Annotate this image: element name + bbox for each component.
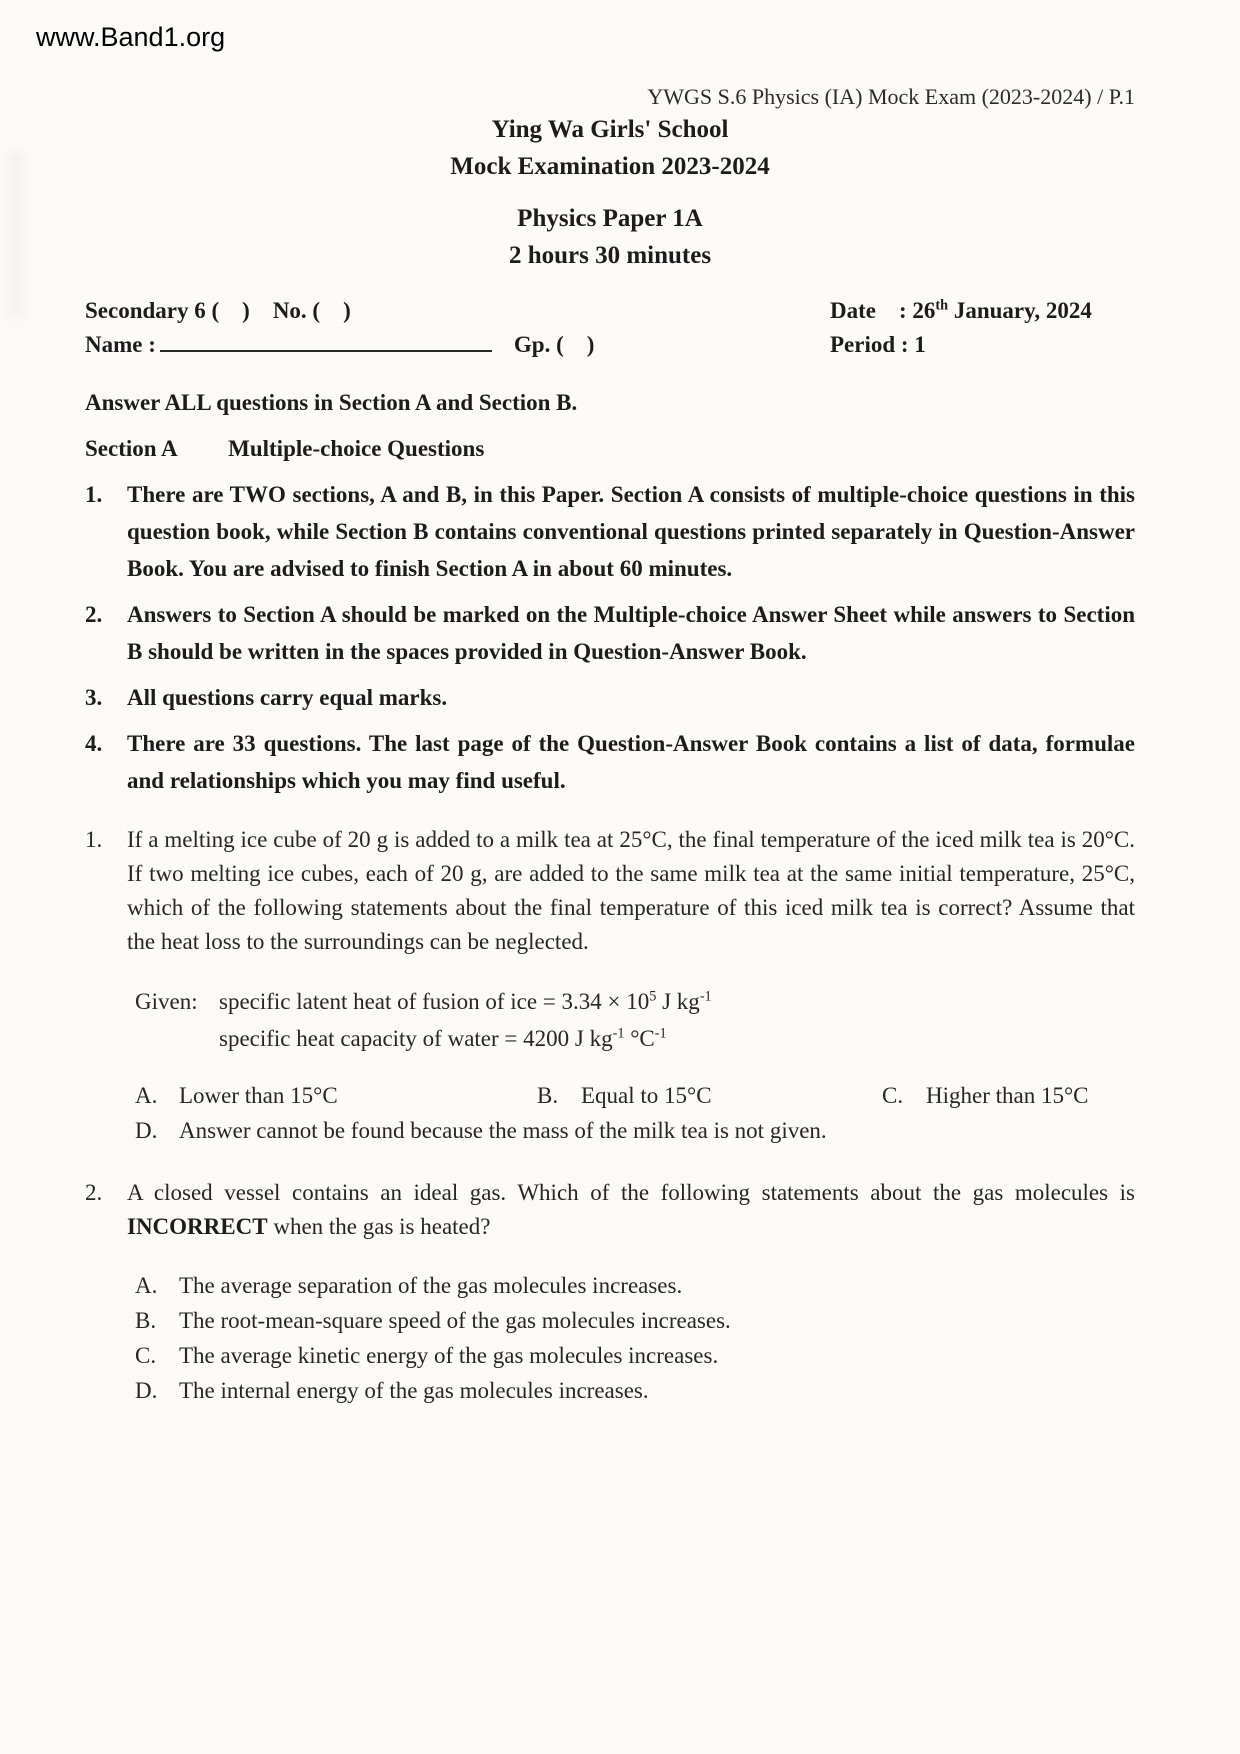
paper-title: Physics Paper 1A [517, 205, 703, 232]
school-name: Ying Wa Girls' School [491, 116, 729, 143]
option-letter: B. [135, 1308, 157, 1333]
option-d [135, 1373, 1135, 1408]
name-line [85, 332, 830, 358]
instruction-text: All questions carry equal marks. [127, 685, 448, 710]
group-label: Gp. ( ) [513, 332, 595, 357]
exponent: -1 [654, 1025, 667, 1042]
option-letter: A. [135, 1083, 158, 1108]
page-content [85, 0, 1135, 1408]
instruction-item [85, 725, 1135, 799]
instruction-item [85, 476, 1135, 587]
option-text: Equal to 15°C [581, 1083, 712, 1108]
instruction-item [85, 596, 1135, 670]
option-text: Answer cannot be found because the mass of the milk tea is not given. [179, 1118, 827, 1143]
exponent: -1 [699, 988, 712, 1005]
option-a [135, 1083, 537, 1109]
instruction-text: There are 33 questions. The last page of the Question-Answer Book contains a list of data, formulae and relationships which you may find useful. [127, 731, 1135, 793]
exponent: -1 [612, 1025, 625, 1042]
watermark-url: www.Band1.org [36, 22, 226, 52]
option-letter: C. [882, 1083, 904, 1108]
question-2 [85, 1176, 1135, 1244]
question-text: A closed vessel contains an ideal gas. Which of the following statements about the gas molecules is INCORRECT when the gas is heated? [127, 1180, 1135, 1239]
section-title: Multiple-choice Questions [228, 436, 485, 461]
option-d [135, 1118, 1135, 1144]
answer-all-note: Answer ALL questions in Section A and Section B. [85, 390, 578, 415]
question-number: 1. [85, 827, 103, 852]
option-text: The internal energy of the gas molecules increases. [179, 1378, 649, 1403]
question-1-given [135, 983, 1135, 1057]
instruction-text: Answers to Section A should be marked on the Multiple-choice Answer Sheet while answers to Section B should be written in the spaces provided in Question-Answer Book. [127, 602, 1135, 664]
option-b [537, 1083, 882, 1109]
option-letter: B. [537, 1083, 559, 1108]
question-number: 2. [85, 1180, 103, 1205]
section-id: Section A [85, 436, 177, 461]
option-c [882, 1083, 1135, 1109]
given-label: Given: [135, 989, 198, 1014]
name-field [160, 332, 492, 352]
given-formula-heat-capacity: specific heat capacity of water = 4200 J $kg^{-1}$ $^\circ C^{-1}$ [219, 1025, 667, 1051]
page-reference: YWGS S.6 Physics (IA) Mock Exam (2023-2024) / P.1 [647, 84, 1135, 109]
exponent: 5 [649, 988, 657, 1005]
option-b [135, 1303, 1135, 1338]
given-formula-latent-heat: specific latent heat of fusion of ice = $3.34 \times 10^5$ J $kg^{-1}$ [219, 988, 712, 1014]
option-text: Higher than 15°C [926, 1083, 1089, 1108]
date-line: Date : 26th January, 2024 [830, 297, 1092, 323]
paper-duration: 2 hours 30 minutes [508, 242, 712, 269]
exam-title: Mock Examination 2023-2024 [450, 153, 770, 180]
instruction-text: There are TWO sections, A and B, in this Paper. Section A consists of multiple-choice questions in this question book, while Section B contains conventional questions printed separately in Question-Answer Book. You are advised to finish Section A in about 60 minutes. [127, 482, 1135, 581]
section-a-heading [85, 436, 1135, 462]
candidate-info [85, 298, 1135, 358]
option-text: The average kinetic energy of the gas molecules increases. [179, 1343, 719, 1368]
option-c [135, 1338, 1135, 1373]
class-number-line: Secondary 6 ( ) No. ( ) [85, 298, 351, 323]
incorrect-emphasis: INCORRECT [127, 1214, 268, 1239]
option-letter: A. [135, 1273, 158, 1298]
scan-smudge [8, 150, 24, 320]
question-2-options [85, 1268, 1135, 1408]
instruction-item [85, 679, 1135, 716]
option-text: Lower than 15°C [179, 1083, 338, 1108]
instruction-number: 1. [85, 482, 103, 507]
question-text: If a melting ice cube of 20 g is added to a milk tea at 25°C, the final temperature of the iced milk tea is 20°C. If two melting ice cubes, each of 20 g, are added to the same milk tea at the same initial temperature, 25°C, which of the following statements about the final temperature of this iced milk tea is correct? Assume that the heat loss to the surroundings can be neglected. [127, 827, 1135, 954]
date-ordinal-sup: th [935, 297, 949, 314]
instruction-number: 4. [85, 731, 103, 756]
option-text: The root-mean-square speed of the gas molecules increases. [179, 1308, 731, 1333]
option-letter: D. [135, 1378, 158, 1403]
name-label: Name : [85, 332, 156, 357]
instruction-number: 2. [85, 602, 103, 627]
option-text: The average separation of the gas molecules increases. [179, 1273, 683, 1298]
given-formulas [219, 983, 712, 1057]
option-letter: C. [135, 1343, 157, 1368]
question-1 [85, 823, 1135, 959]
option-a [135, 1268, 1135, 1303]
period-line: Period : 1 [830, 332, 926, 357]
instruction-number: 3. [85, 685, 103, 710]
question-1-options-row [135, 1083, 1135, 1109]
option-letter: D. [135, 1118, 158, 1143]
